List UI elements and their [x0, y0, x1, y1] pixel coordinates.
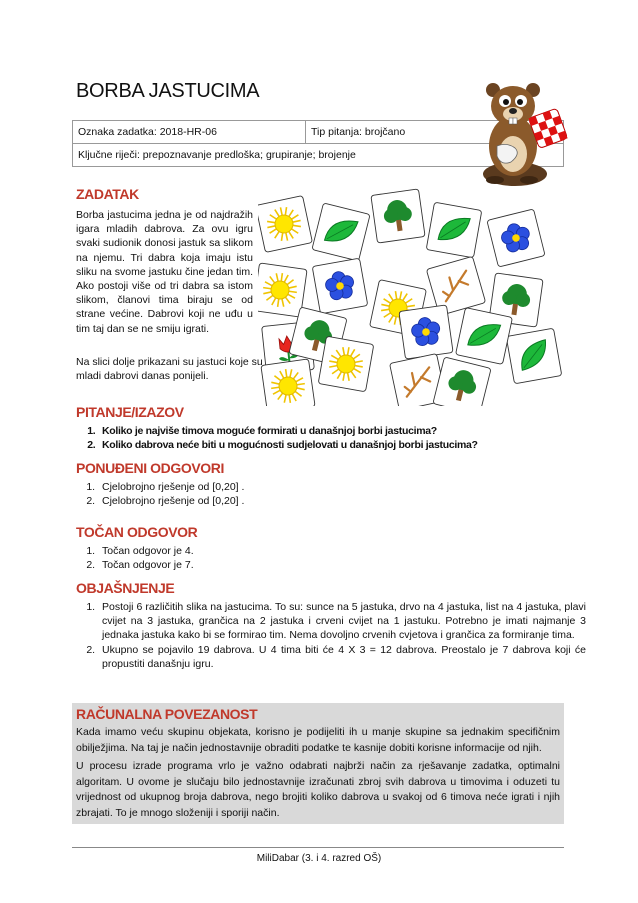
- section-question: [76, 404, 184, 420]
- task-text-2: Na slici dolje prikazani su jastuci koje su mladi dabrovi danas ponijeli.: [76, 356, 263, 383]
- computational-text-1: Kada imamo veću skupinu objekata, korisno je podijeliti ih u manje skupine sa jednakim specifičnim obilježjima. Na taj je način jednostavnije obraditi podatke te kasnije dobiti korisne informacije od njih.: [76, 726, 560, 754]
- computational-box: [72, 703, 564, 824]
- offered-heading: PONUĐENI ODGOVORI: [76, 460, 224, 476]
- correct-item: 1. Točan odgovor je 4.: [98, 544, 578, 558]
- pillow-blue-flower: [487, 209, 545, 267]
- explanation-heading: OBJAŠNJENJE: [76, 580, 175, 596]
- correct-item: 2. Točan odgovor je 7.: [98, 558, 578, 572]
- section-correct: [76, 524, 197, 540]
- pillow-sun: [258, 196, 312, 253]
- offered-item: 1. Cjelobrojno rješenje od [0,20] .: [98, 480, 578, 494]
- page-title: BORBA JASTUCIMA: [76, 80, 260, 102]
- pillow-leaf: [506, 328, 562, 384]
- pillow-sun: [261, 359, 315, 406]
- task-heading: ZADATAK: [76, 186, 139, 202]
- pillow-leaf: [456, 308, 513, 365]
- pillow-tree: [371, 189, 425, 243]
- pillow-sun: [318, 336, 374, 392]
- keywords: Ključne riječi: prepoznavanje predloška; grupiranje; brojenje: [73, 144, 564, 167]
- section-offered: [76, 460, 224, 476]
- task-text: Borba jastucima jedna je od najdražih igara mladih dabrova. Za ovu igru svaki sudionik donosi jastuk sa slikom na njemu. Tri dabra koja imaju istu sliku na svome jastuku čine jedan tim. Ako postoji više od tri dabra sa istom slikom, članovi tima biraju se od strane većine. Dabrovi koji ne uđu u tim taj dan se ne smiju igrati.: [76, 209, 253, 335]
- explanation-item: 1. Postoji 6 različitih slika na jastucima. To su: sunce na 5 jastuka, drvo na 4 jastuka, list na 4 jastuka, plavi cvijet na 3 jastuka, grančica na 2 jastuka i crveni cvijet na 1 jastuku. Potrebno je imati najmanje 3 jednaka jastuka kako bi se formirao tim. Nema dovoljno crvenih cvjetova i grančica za formiranje tima.: [98, 600, 586, 643]
- footer-divider: [72, 847, 564, 848]
- question-item: 1. Koliko je najviše timova moguće formirati u današnjoj borbi jastucima?: [98, 424, 578, 438]
- question-type: Tip pitanja: brojčano: [306, 121, 564, 144]
- question-heading: PITANJE/IZAZOV: [76, 404, 184, 420]
- correct-heading: TOČAN ODGOVOR: [76, 524, 198, 540]
- pillow-blue-flower: [399, 305, 453, 359]
- pillow-blue-flower: [312, 258, 368, 314]
- pillows-illustration: [258, 186, 570, 406]
- pillow-leaf: [312, 203, 370, 261]
- computational-text-2: U procesu izrade programa vrlo je važno odabrati najbrži način za rješavanje zadatka, optimalni algoritam. U ovome je slučaju bilo jednostavnije izračunati zbroj svih dabrova u timovima i oduzeti tu vrijednost od ukupnog broja dabrova, nego brojiti koliko dabrova u svakoj od 6 timova neće igrati i njih zbrajati. To je mnogo složeniji i sporiji način.: [76, 760, 560, 819]
- pillow-tree: [433, 357, 491, 406]
- footer: MiliDabar (3. i 4. razred OŠ): [256, 853, 382, 864]
- section-explanation: [76, 580, 174, 596]
- offered-item: 2. Cjelobrojno rješenje od [0,20] .: [98, 494, 578, 508]
- pillow-leaf: [426, 202, 482, 258]
- beaver-mascot-icon: [455, 76, 575, 191]
- explanation-item: 2. Ukupno se pojavilo 19 dabrova. U 4 tima biti će 4 X 3 = 12 dabrova. Preostalo je 7 dabrova koji će propustiti današnju igru.: [98, 643, 586, 671]
- offered-list: [76, 480, 578, 508]
- question-list: [76, 424, 578, 452]
- section-task: [76, 186, 256, 202]
- computational-heading: RAČUNALNA POVEZANOST: [76, 706, 258, 722]
- question-item: 2. Koliko dabrova neće biti u mogućnosti sudjelovati u današnjoj borbi jastucima?: [98, 438, 578, 452]
- explanation-list: [76, 600, 586, 671]
- task-code: Oznaka zadatka: 2018-HR-06: [73, 121, 306, 144]
- correct-list: [76, 544, 578, 572]
